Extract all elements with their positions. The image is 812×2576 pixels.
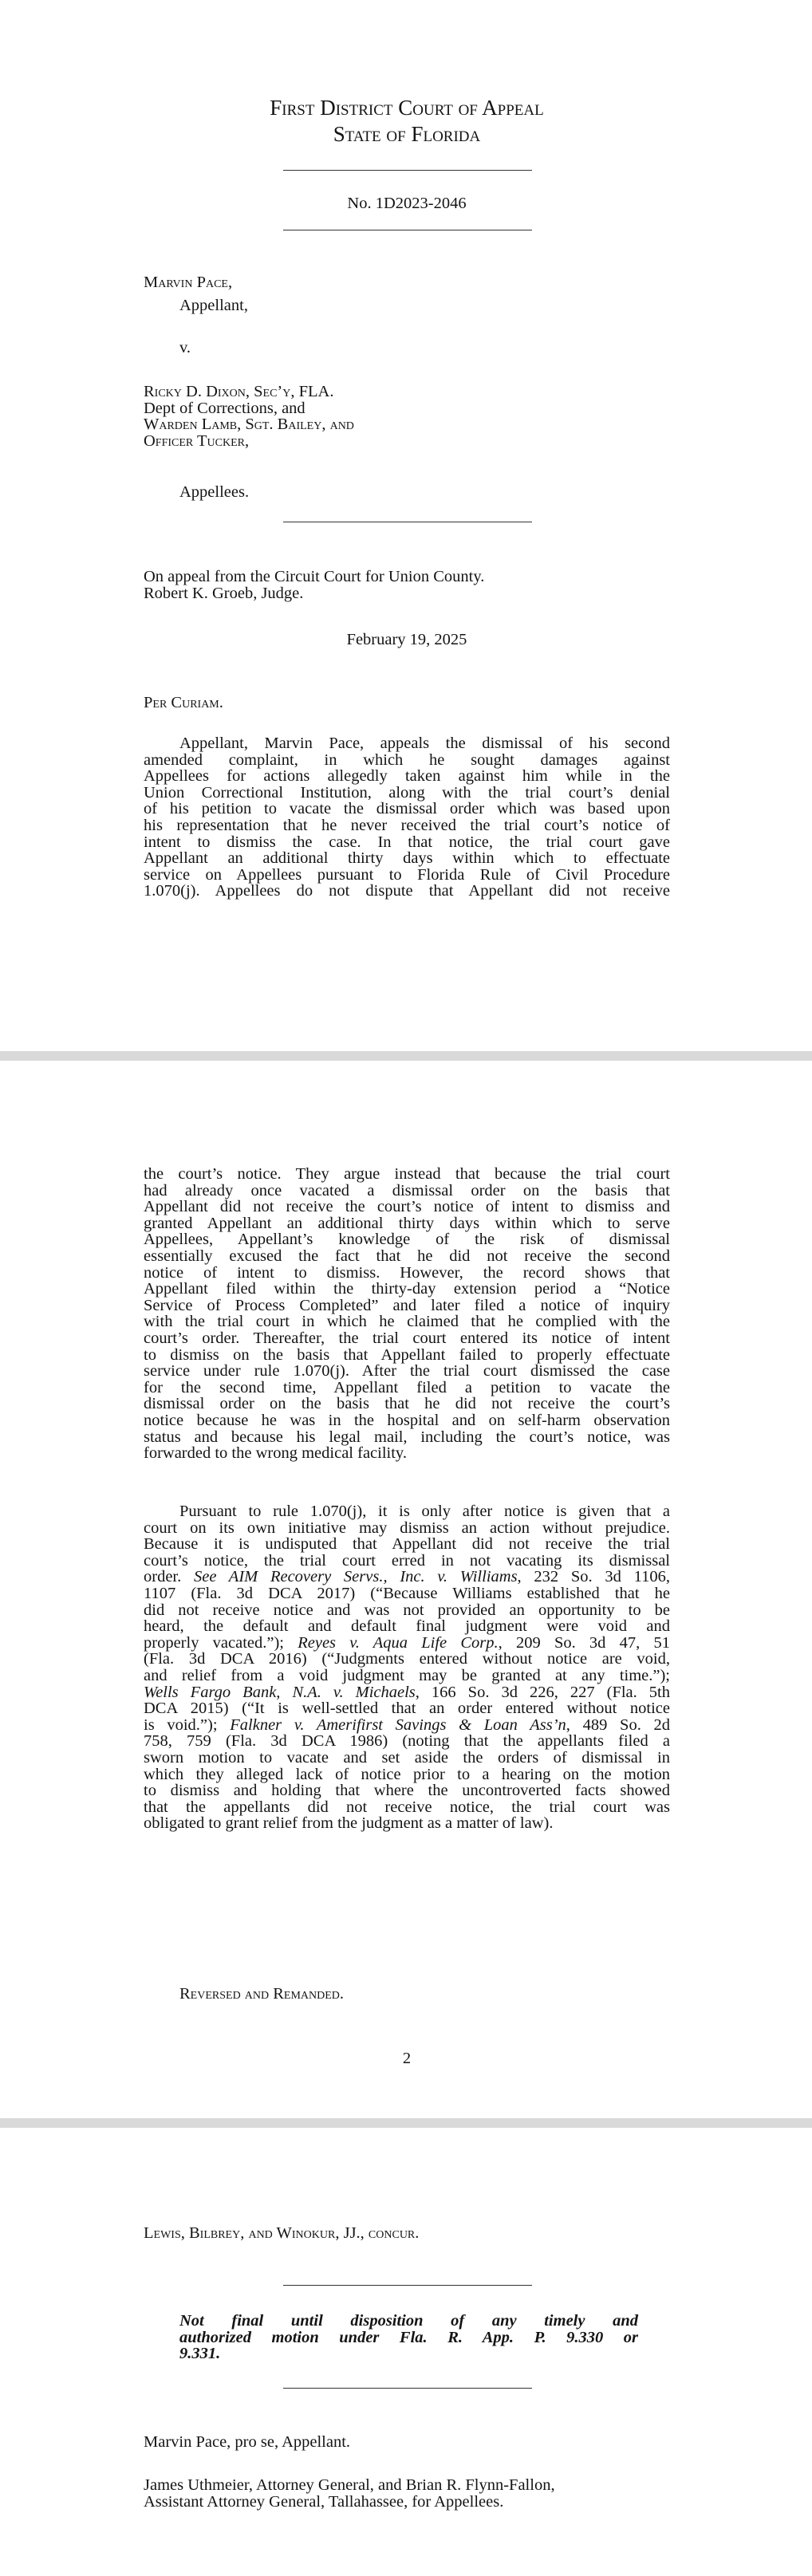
text-line: Appellant, Marvin Pace, appeals the dismissal of his second: [179, 735, 670, 752]
appellee-line: Dept of Corrections, and: [144, 399, 305, 417]
text-line: court on its own initiative may dismiss an action without prejudice.: [144, 1518, 670, 1537]
case-citation: Reyes v. Aqua Life Corp.: [298, 1633, 499, 1652]
text-line: did not receive notice and was not provided an opportunity to be: [144, 1601, 670, 1619]
appellant-name: Marvin Pace,: [144, 274, 233, 291]
text-run: , 166 So. 3d 226, 227 (Fla. 5th: [415, 1683, 670, 1701]
text-line: court’s order. Thereafter, the trial court entered its notice of intent: [144, 1329, 670, 1347]
appeal-line: Robert K. Groeb, Judge.: [144, 584, 304, 602]
concurrence: Lewis, Bilbrey, and Winokur, JJ., concur.: [144, 2224, 420, 2242]
opinion-paragraph-2: [144, 1166, 670, 1462]
text-run: properly vacated.”);: [144, 1633, 298, 1652]
text-line: service on Appellees pursuant to Florida Rule of Civil Procedure: [144, 865, 670, 884]
text-line: that the appellants did not receive notice, the trial court was: [144, 1798, 670, 1816]
per-curiam: Per Curiam.: [144, 694, 223, 711]
text-line: Appellant filed within the thirty-day extension period a “Notice: [144, 1280, 670, 1298]
text-line: James Uthmeier, Attorney General, and Brian R. Flynn-Fallon,: [144, 2476, 555, 2494]
text-line: forwarded to the wrong medical facility.: [144, 1444, 407, 1463]
text-line: Appellant did not receive the court’s notice of intent to dismiss and: [144, 1198, 670, 1216]
text-line: with the trial court in which he claimed that he complied with the: [144, 1313, 670, 1331]
text-run: is void.”);: [144, 1715, 231, 1734]
versus: v.: [179, 339, 191, 356]
appellees-names: [144, 384, 670, 449]
text-line: dismissal order on the basis that he did not receive the court’s: [144, 1395, 670, 1413]
text-line: intent to dismiss the case. In that notice, the trial court gave: [144, 833, 670, 851]
text-line: had already once vacated a dismissal order on the basis that: [144, 1181, 670, 1199]
text-line: Appellees, Appellant’s knowledge of the risk of dismissal: [144, 1231, 670, 1249]
divider: [283, 2285, 532, 2286]
divider: [283, 2388, 532, 2389]
opinion-page-2: [0, 1061, 812, 2118]
text-line: for the second time, Appellant filed a petition to vacate the: [144, 1378, 670, 1396]
text-run: order.: [144, 1568, 194, 1586]
text-line: Service of Process Completed” and later filed a notice of inquiry: [144, 1296, 670, 1314]
appellee-line: Warden Lamb, Sgt. Bailey, and: [144, 416, 354, 433]
counsel-appellant: Marvin Pace, pro se, Appellant.: [144, 2433, 351, 2451]
text-line: Union Correctional Institution, along with the trial court’s denial: [144, 783, 670, 802]
case-citation: Wells Fargo Bank, N.A. v. Michaels: [144, 1683, 416, 1701]
text-line: Not final until disposition of any timely and: [179, 2312, 638, 2330]
text-line: Appellees for actions allegedly taken against him while in the: [144, 767, 670, 786]
text-run: , 209 So. 3d 47, 51: [498, 1633, 670, 1652]
text-line: Appellant an additional thirty days within which to effectuate: [144, 849, 670, 868]
appeal-line: On appeal from the Circuit Court for Union County.: [144, 568, 485, 585]
text-line: his representation that he never received the trial court’s notice of: [144, 816, 670, 834]
text-line: [144, 1569, 670, 1585]
text-line: to dismiss on the basis that Appellant failed to properly effectuate: [144, 1345, 670, 1364]
divider: [283, 170, 532, 171]
state-name: State of Florida: [333, 122, 481, 146]
text-line: notice of intent to dismiss. However, the record shows that: [144, 1263, 670, 1282]
appellee-line: Officer Tucker,: [144, 431, 250, 450]
decision-date: February 19, 2025: [346, 631, 467, 648]
text-line: Pursuant to rule 1.070(j), it is only after notice is given that a: [179, 1503, 670, 1520]
opinion-page-3: [0, 2128, 812, 2576]
text-line: Assistant Attorney General, Tallahassee, for Appellees.: [144, 2492, 504, 2511]
text-line: of his petition to vacate the dismissal order which was based upon: [144, 800, 670, 818]
appellee-line: Ricky D. Dixon, Sec’y, FLA.: [144, 383, 334, 400]
page-number: 2: [402, 2050, 412, 2067]
case-number: No. 1D2023-2046: [347, 195, 467, 212]
text-line: granted Appellant an additional thirty days within which to serve: [144, 1214, 670, 1232]
text-line: amended complaint, in which he sought damages against: [144, 750, 670, 769]
text-line: essentially excused the fact that he did not receive the second: [144, 1247, 670, 1265]
opinion-paragraph-3: [144, 1503, 670, 1832]
text-line: [144, 1684, 670, 1701]
opinion-page-1: [0, 0, 812, 1051]
case-citation: Falkner v. Amerifirst Savings & Loan Ass’n: [230, 1715, 566, 1734]
text-line: service under rule 1.070(j). After the trial court dismissed the case: [144, 1362, 670, 1381]
appeal-from: [144, 569, 670, 601]
not-final-notice: [179, 2313, 638, 2362]
opinion-paragraph-1: [144, 735, 670, 900]
text-line: heard, the default and default final judgment were void and: [144, 1617, 670, 1636]
disposition: Reversed and Remanded.: [179, 1985, 345, 2003]
text-line: the court’s notice. They argue instead that because the trial court: [144, 1165, 670, 1183]
court-name: First District Court of Appeal: [270, 96, 544, 120]
text-line: status and because his legal mail, including the court’s notice, was: [144, 1428, 670, 1446]
text-line: to dismiss and holding that where the uncontroverted facts showed: [144, 1782, 670, 1800]
text-line: sworn motion to vacate and set aside the orders of dismissal in: [144, 1748, 670, 1767]
text-line: 9.331.: [179, 2345, 221, 2362]
text-line: authorized motion under Fla. R. App. P. 9.330 or: [179, 2328, 638, 2346]
text-line: [144, 1635, 670, 1652]
text-line: 1.070(j). Appellees do not dispute that Appellant did not receive: [144, 882, 670, 900]
text-line: [144, 1717, 670, 1734]
text-line: 758, 759 (Fla. 3d DCA 1986) (noting that the appellants filed a: [144, 1732, 670, 1751]
text-line: DCA 2015) (“It is well-settled that an order entered without notice: [144, 1700, 670, 1718]
text-line: Because it is undisputed that Appellant did not receive the trial: [144, 1535, 670, 1554]
appellant-role: Appellant,: [179, 297, 248, 314]
text-line: and relief from a void judgment may be granted at any time.”);: [144, 1666, 670, 1684]
counsel-appellees: [144, 2477, 670, 2510]
text-line: (Fla. 3d DCA 2016) (“Judgments entered without notice are void,: [144, 1650, 670, 1668]
appellees-role: Appellees.: [179, 483, 250, 501]
text-line: notice because he was in the hospital and on self-harm observation: [144, 1411, 670, 1429]
case-citation: See AIM Recovery Servs., Inc. v. Williams: [193, 1568, 518, 1586]
text-line: 1107 (Fla. 3d DCA 2017) (“Because Williams established that he: [144, 1584, 670, 1602]
text-line: which they alleged lack of notice prior to a hearing on the motion: [144, 1765, 670, 1783]
text-line: court’s notice, the trial court erred in not vacating its dismissal: [144, 1551, 670, 1570]
text-line: obligated to grant relief from the judgment as a matter of law).: [144, 1814, 554, 1833]
text-run: , 232 So. 3d 1106,: [517, 1568, 670, 1586]
text-run: , 489 So. 2d: [566, 1715, 671, 1734]
